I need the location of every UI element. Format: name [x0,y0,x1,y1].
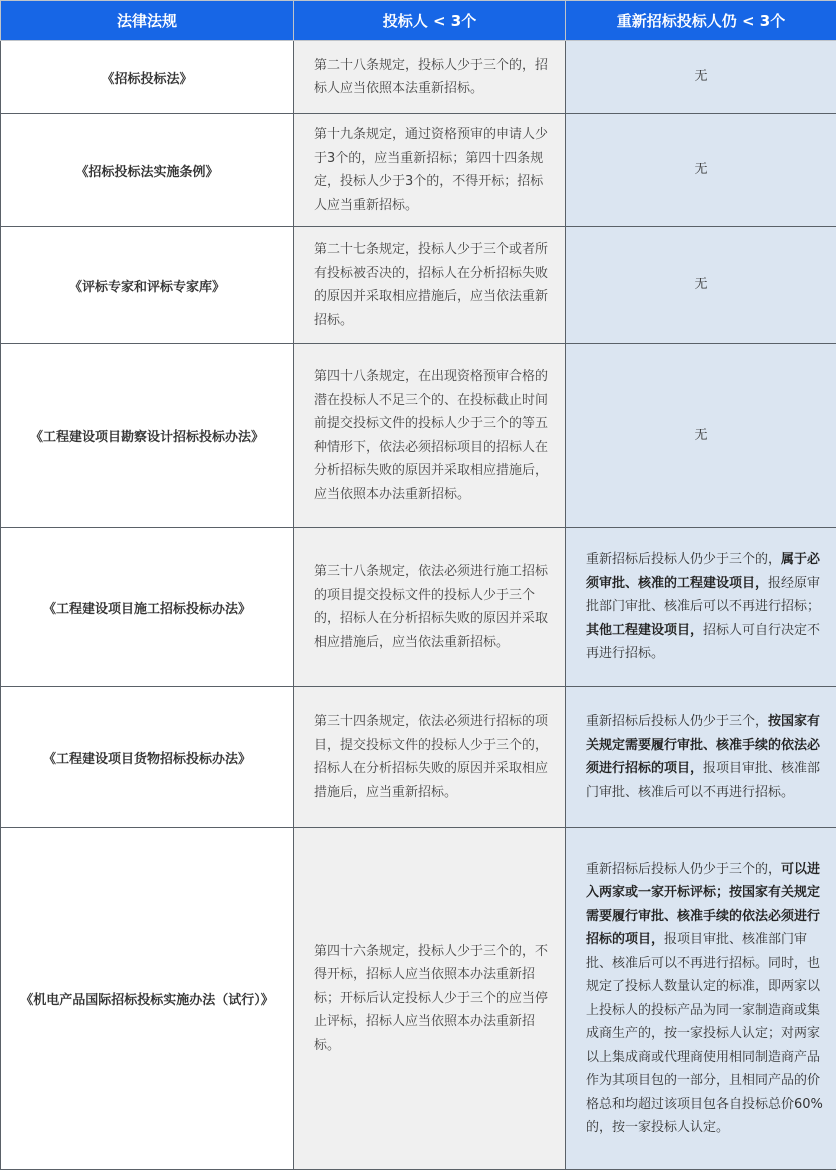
header-rebid-still-under-3: 重新招标投标人仍 < 3个 [566,1,836,41]
law-name: 《工程建设项目勘察设计招标投标办法》 [1,344,294,528]
result-text: 报经原审批部门审批、核准后可以不再进行招标； [586,575,821,615]
bidders-under-3-rule: 第三十八条规定，依法必须进行施工招标的项目提交投标文件的投标人少于三个的，招标人在分析招标失败的原因并采取相应措施后，应当依法重新招标。 [294,528,566,687]
law-name: 《工程建设项目施工招标投标办法》 [1,528,294,687]
emphasized-text: 属于必须审批、核准的工程建设项目， [586,552,821,591]
bidders-under-3-rule: 第十九条规定，通过资格预审的申请人少于3个的，应当重新招标；第四十四条规定，投标人少于3个的，不得开标；招标人应当重新招标。 [294,114,566,227]
law-name: 《工程建设项目货物招标投标办法》 [1,687,294,828]
header-row [1,1,836,41]
rebid-result [566,227,836,344]
bidders-under-3-rule: 第三十四条规定，依法必须进行招标的项目，提交投标文件的投标人少于三个的，招标人在分析招标失败的原因并采取相应措施后，应当重新招标。 [294,687,566,828]
emphasized-text: 可以进入两家或一家开标评标；按国家有关规定需要履行审批、核准手续的依法必须进行招标的项目， [586,861,821,947]
result-text: 重新招标后投标人仍少于三个的， [586,552,782,568]
rebid-result [566,41,836,114]
table-row [1,227,836,344]
table-row [1,114,836,227]
rebid-result [566,828,836,1170]
emphasized-text: 其他工程建设项目， [586,622,704,638]
bidders-under-3-rule: 第二十八条规定，投标人少于三个的，招标人应当依照本法重新招标。 [294,41,566,114]
result-text: 无 [694,277,708,293]
law-name: 《评标专家和评标专家库》 [1,227,294,344]
bidders-under-3-rule: 第四十六条规定，投标人少于三个的，不得开标，招标人应当依照本办法重新招标；开标后认定投标人少于三个的应当停止评标，招标人应当依照本办法重新招标。 [294,828,566,1170]
result-text: 无 [694,69,708,85]
rebid-result [566,114,836,227]
law-name: 《招标投标法实施条例》 [1,114,294,227]
rebid-result [566,344,836,528]
law-name: 《招标投标法》 [1,41,294,114]
result-text: 无 [694,427,708,443]
result-text: 报项目审批、核准部门审批、核准后可以不再进行招标。 [586,761,821,800]
result-text: 重新招标后投标人仍少于三个， [586,714,769,729]
table-row [1,528,836,687]
table-row [1,687,836,828]
bidders-under-3-rule: 第四十八条规定，在出现资格预审合格的潜在投标人不足三个的、在投标截止时间前提交投标文件的投标人少于三个的等五种情形下，依法必须招标项目的招标人在分析招标失败的原因并采取相应措施后，应当依照本办法重新招标。 [294,344,566,528]
emphasized-text: 按国家有关规定需要履行审批、核准手续的依法必须进行招标的项目， [586,714,821,776]
table-row [1,828,836,1170]
rebid-result [566,528,836,687]
table-row [1,41,836,114]
rebid-result [566,687,836,828]
bidders-under-3-rule: 第二十七条规定，投标人少于三个或者所有投标被否决的，招标人在分析招标失败的原因并采取相应措施后，应当依法重新招标。 [294,227,566,344]
result-text: 报项目审批、核准部门审批、核准后可以不再进行招标。同时，也规定了投标人数量认定的标准，即两家以上投标人的投标产品为同一家制造商或集成商生产的，按一家投标人认定；对两家以上集成商或代理商使用相同制造商产品作为其项目包的一部分，且相同产品的价格总和均超过该项目包各自投标总价60%的，按一家投标人认定。 [586,932,823,1135]
result-text: 招标人可自行决定不再进行招标。 [586,622,821,662]
result-text: 重新招标后投标人仍少于三个的， [586,861,782,877]
table-row [1,344,836,528]
law-name: 《机电产品国际招标投标实施办法（试行）》 [1,828,294,1170]
header-bidders-under-3: 投标人 < 3个 [294,1,566,41]
header-law: 法律法规 [1,1,294,41]
result-text: 无 [694,162,708,178]
